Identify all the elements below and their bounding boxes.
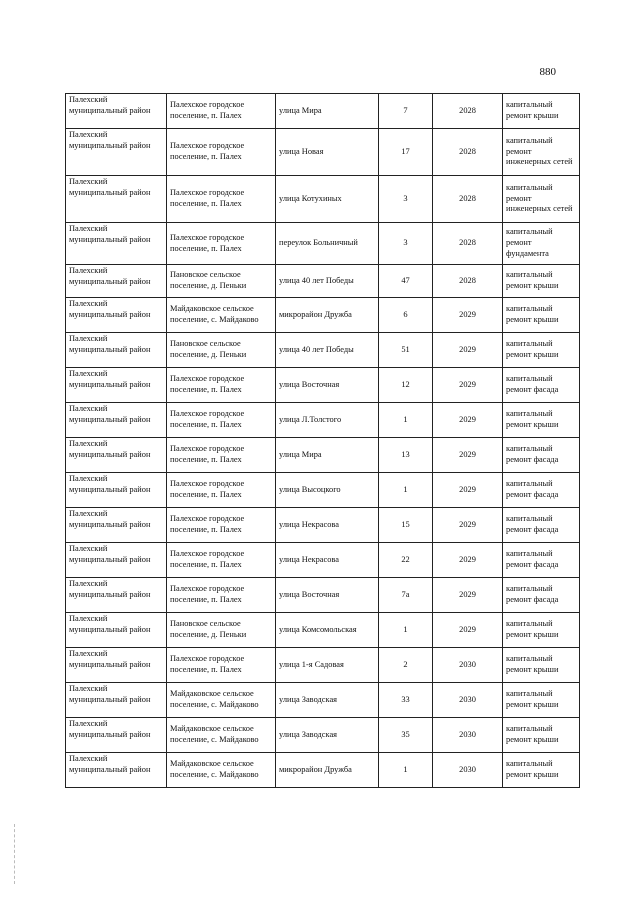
house-number-cell: 51 — [379, 333, 433, 368]
table-row — [66, 333, 580, 368]
settlement-cell: Майдаковское сельское поселение, с. Майдаково — [167, 718, 276, 753]
district-cell: Палехский муниципальный район — [66, 438, 167, 473]
street-cell: улица Заводская — [276, 683, 379, 718]
table-row — [66, 129, 580, 176]
settlement-cell: Палехское городское поселение, п. Палех — [167, 403, 276, 438]
house-number-cell: 35 — [379, 718, 433, 753]
house-number-cell: 33 — [379, 683, 433, 718]
table-row — [66, 543, 580, 578]
district-cell: Палехский муниципальный район — [66, 368, 167, 403]
scan-margin-marks — [14, 824, 35, 884]
street-cell: улица 40 лет Победы — [276, 333, 379, 368]
street-cell: улица Высоцкого — [276, 473, 379, 508]
house-number-cell: 15 — [379, 508, 433, 543]
district-cell: Палехский муниципальный район — [66, 223, 167, 265]
street-cell: улица Некрасова — [276, 543, 379, 578]
work-type-cell: капитальный ремонт крыши — [503, 683, 580, 718]
year-cell: 2029 — [433, 543, 503, 578]
settlement-cell: Палехское городское поселение, п. Палех — [167, 543, 276, 578]
work-type-cell: капитальный ремонт инженерных сетей — [503, 176, 580, 223]
house-number-cell: 1 — [379, 613, 433, 648]
work-type-cell: капитальный ремонт фасада — [503, 368, 580, 403]
year-cell: 2029 — [433, 368, 503, 403]
street-cell: улица 40 лет Победы — [276, 265, 379, 298]
table-row — [66, 438, 580, 473]
work-type-cell: капитальный ремонт фасада — [503, 543, 580, 578]
district-cell: Палехский муниципальный район — [66, 683, 167, 718]
table-row — [66, 718, 580, 753]
settlement-cell: Палехское городское поселение, п. Палех — [167, 578, 276, 613]
district-cell: Палехский муниципальный район — [66, 543, 167, 578]
table-row — [66, 753, 580, 788]
district-cell: Палехский муниципальный район — [66, 129, 167, 176]
year-cell: 2030 — [433, 648, 503, 683]
table-row — [66, 683, 580, 718]
table-row — [66, 473, 580, 508]
street-cell: улица Л.Толстого — [276, 403, 379, 438]
district-cell: Палехский муниципальный район — [66, 94, 167, 129]
street-cell: улица Некрасова — [276, 508, 379, 543]
settlement-cell: Пановское сельское поселение, д. Пеньки — [167, 333, 276, 368]
settlement-cell: Палехское городское поселение, п. Палех — [167, 176, 276, 223]
house-number-cell: 1 — [379, 473, 433, 508]
district-cell: Палехский муниципальный район — [66, 473, 167, 508]
house-number-cell: 13 — [379, 438, 433, 473]
district-cell: Палехский муниципальный район — [66, 753, 167, 788]
street-cell: улица Заводская — [276, 718, 379, 753]
district-cell: Палехский муниципальный район — [66, 613, 167, 648]
house-number-cell: 17 — [379, 129, 433, 176]
settlement-cell: Палехское городское поселение, п. Палех — [167, 648, 276, 683]
year-cell: 2029 — [433, 508, 503, 543]
year-cell: 2030 — [433, 718, 503, 753]
work-type-cell: капитальный ремонт крыши — [503, 403, 580, 438]
year-cell: 2030 — [433, 753, 503, 788]
street-cell: микрорайон Дружба — [276, 298, 379, 333]
page-number: 880 — [539, 66, 556, 78]
work-type-cell: капитальный ремонт инженерных сетей — [503, 129, 580, 176]
settlement-cell: Майдаковское сельское поселение, с. Майдаково — [167, 683, 276, 718]
year-cell: 2028 — [433, 94, 503, 129]
year-cell: 2029 — [433, 438, 503, 473]
repair-schedule-table — [65, 93, 580, 788]
work-type-cell: капитальный ремонт крыши — [503, 718, 580, 753]
work-type-cell: капитальный ремонт крыши — [503, 753, 580, 788]
house-number-cell: 1 — [379, 403, 433, 438]
year-cell: 2030 — [433, 683, 503, 718]
work-type-cell: капитальный ремонт фасада — [503, 508, 580, 543]
house-number-cell: 3 — [379, 176, 433, 223]
settlement-cell: Майдаковское сельское поселение, с. Майдаково — [167, 298, 276, 333]
district-cell: Палехский муниципальный район — [66, 176, 167, 223]
work-type-cell: капитальный ремонт крыши — [503, 333, 580, 368]
street-cell: улица Котухиных — [276, 176, 379, 223]
table-row — [66, 403, 580, 438]
house-number-cell: 22 — [379, 543, 433, 578]
district-cell: Палехский муниципальный район — [66, 333, 167, 368]
house-number-cell: 1 — [379, 753, 433, 788]
district-cell: Палехский муниципальный район — [66, 718, 167, 753]
street-cell: улица 1-я Садовая — [276, 648, 379, 683]
house-number-cell: 12 — [379, 368, 433, 403]
work-type-cell: капитальный ремонт фасада — [503, 473, 580, 508]
street-cell: улица Новая — [276, 129, 379, 176]
work-type-cell: капитальный ремонт крыши — [503, 94, 580, 129]
house-number-cell: 2 — [379, 648, 433, 683]
street-cell: улица Восточная — [276, 578, 379, 613]
house-number-cell: 3 — [379, 223, 433, 265]
settlement-cell: Палехское городское поселение, п. Палех — [167, 94, 276, 129]
street-cell: переулок Больничный — [276, 223, 379, 265]
work-type-cell: капитальный ремонт крыши — [503, 298, 580, 333]
house-number-cell: 7 — [379, 94, 433, 129]
table-row — [66, 648, 580, 683]
table-row — [66, 368, 580, 403]
work-type-cell: капитальный ремонт фундамента — [503, 223, 580, 265]
settlement-cell: Палехское городское поселение, п. Палех — [167, 223, 276, 265]
district-cell: Палехский муниципальный район — [66, 403, 167, 438]
table-row — [66, 223, 580, 265]
work-type-cell: капитальный ремонт фасада — [503, 438, 580, 473]
table-row — [66, 613, 580, 648]
year-cell: 2029 — [433, 333, 503, 368]
table-row — [66, 176, 580, 223]
house-number-cell: 6 — [379, 298, 433, 333]
year-cell: 2029 — [433, 613, 503, 648]
table-row — [66, 508, 580, 543]
street-cell: улица Восточная — [276, 368, 379, 403]
table-row — [66, 265, 580, 298]
settlement-cell: Палехское городское поселение, п. Палех — [167, 508, 276, 543]
year-cell: 2028 — [433, 176, 503, 223]
district-cell: Палехский муниципальный район — [66, 265, 167, 298]
year-cell: 2029 — [433, 578, 503, 613]
district-cell: Палехский муниципальный район — [66, 648, 167, 683]
year-cell: 2029 — [433, 403, 503, 438]
settlement-cell: Пановское сельское поселение, д. Пеньки — [167, 265, 276, 298]
settlement-cell: Палехское городское поселение, п. Палех — [167, 368, 276, 403]
district-cell: Палехский муниципальный район — [66, 508, 167, 543]
settlement-cell: Пановское сельское поселение, д. Пеньки — [167, 613, 276, 648]
settlement-cell: Палехское городское поселение, п. Палех — [167, 473, 276, 508]
year-cell: 2028 — [433, 129, 503, 176]
year-cell: 2029 — [433, 473, 503, 508]
street-cell: улица Мира — [276, 438, 379, 473]
table-row — [66, 94, 580, 129]
year-cell: 2029 — [433, 298, 503, 333]
work-type-cell: капитальный ремонт крыши — [503, 613, 580, 648]
district-cell: Палехский муниципальный район — [66, 298, 167, 333]
house-number-cell: 7а — [379, 578, 433, 613]
work-type-cell: капитальный ремонт крыши — [503, 265, 580, 298]
year-cell: 2028 — [433, 265, 503, 298]
work-type-cell: капитальный ремонт фасада — [503, 578, 580, 613]
table-row — [66, 298, 580, 333]
settlement-cell: Палехское городское поселение, п. Палех — [167, 438, 276, 473]
year-cell: 2028 — [433, 223, 503, 265]
street-cell: улица Мира — [276, 94, 379, 129]
table-row — [66, 578, 580, 613]
street-cell: улица Комсомольская — [276, 613, 379, 648]
settlement-cell: Палехское городское поселение, п. Палех — [167, 129, 276, 176]
work-type-cell: капитальный ремонт крыши — [503, 648, 580, 683]
street-cell: микрорайон Дружба — [276, 753, 379, 788]
house-number-cell: 47 — [379, 265, 433, 298]
district-cell: Палехский муниципальный район — [66, 578, 167, 613]
settlement-cell: Майдаковское сельское поселение, с. Майдаково — [167, 753, 276, 788]
